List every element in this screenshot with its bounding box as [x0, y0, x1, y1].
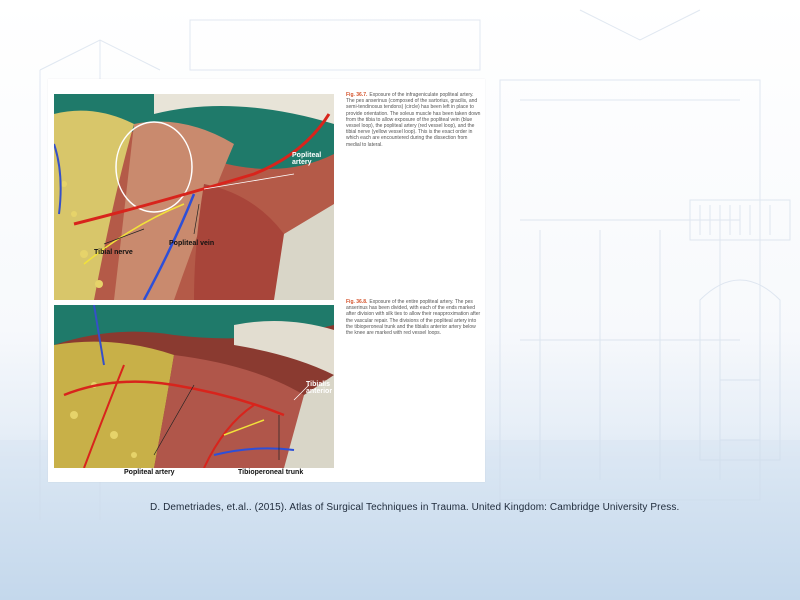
- caption-text: Exposure of the infrageniculate popliteal artery. The pes anserinus (composed of the sartorius, gracilis, and semi-tendinosus tendons) (circle) has been left in place to provide orientation. The soleus muscle has been taken down from the tibia to allow exposure of the popliteal vein (blue vessel loop), the popliteal artery (red vessel loop), and the tibial nerve (yellow vessel loop). This is the exact order in which each are encountered during the dissection from medial to lateral.: [346, 92, 481, 148]
- surgical-photo-top: [54, 94, 334, 300]
- citation-text: D. Demetriades, et.al.. (2015). Atlas of Surgical Techniques in Trauma. United Kingdom: Cambridge University Press.: [150, 502, 680, 513]
- label-popliteal-artery: Popliteal artery: [292, 152, 322, 166]
- label-tibial-nerve: Tibial nerve: [94, 249, 133, 256]
- figure-number: Fig. 36.8.: [346, 299, 368, 305]
- label-tibialis-anterior: Tibialis anterior: [306, 381, 333, 395]
- figure-number: Fig. 36.7.: [346, 92, 368, 98]
- caption-figure-36-8: [346, 299, 481, 336]
- caption-figure-36-7: [346, 92, 481, 148]
- label-tibioperoneal-trunk: Tibioperoneal trunk: [238, 469, 304, 476]
- caption-text: Exposure of the entire popliteal artery. The pes anserinus has been divided, with each of the ends marked after division with silk ties to allow their reapproximation after the vascular repair. The divisions of the popliteal artery into the tibioperoneal trunk and the tibialis anterior artery below the knee are marked with red vessel loops.: [346, 299, 481, 337]
- label-popliteal-vein: Popliteal vein: [169, 240, 215, 247]
- figure-page: [48, 79, 485, 482]
- label-popliteal-artery-bottom: Popliteal artery: [124, 469, 175, 476]
- surgical-photo-bottom: [54, 305, 334, 468]
